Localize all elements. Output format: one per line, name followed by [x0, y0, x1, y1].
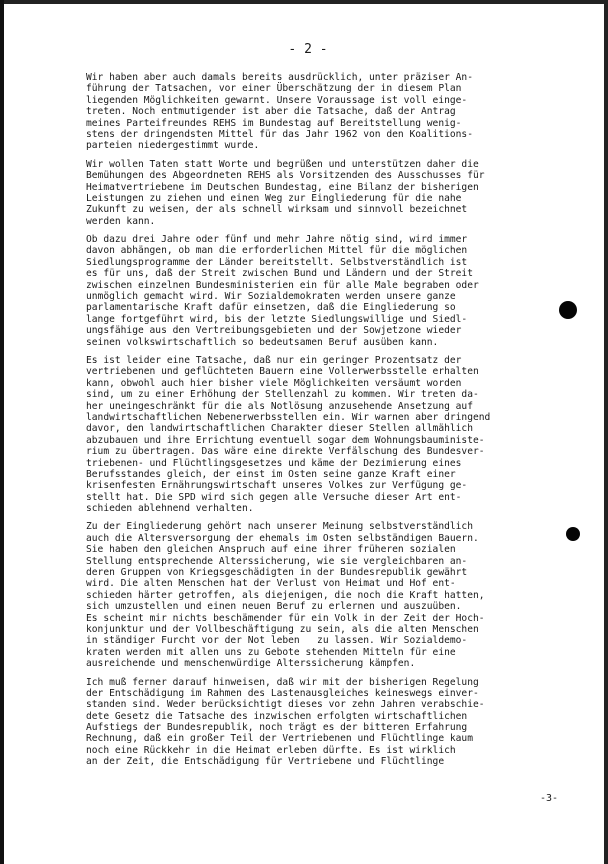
text-line: in ständiger Furcht vor der Not leben zu lassen. Wir Sozialdemo- — [86, 635, 468, 647]
paragraph — [86, 159, 562, 227]
text-line: Zu der Eingliederung gehört nach unserer Meinung selbstverständlich — [86, 521, 473, 533]
text-line: dete Gesetz die Tatsache des inzwischen erfolgten wirtschaftlichen — [86, 710, 468, 722]
text-line: parlamentarische Kraft dafür einsetzen, daß die Eingliederung so — [86, 302, 456, 314]
text-line: sind, um zu einer Erhöhung der Stellenzahl zu kommen. Wir treten da- — [86, 389, 479, 401]
text-line: Wir wollen Taten statt Worte und begrüßen und unterstützen daher die — [86, 158, 479, 170]
text-line: Zukunft zu weisen, der als schnell wirksam und sinnvoll bezeichnet — [86, 204, 468, 216]
text-line: noch eine Rückkehr in die Heimat erleben dürfte. Es ist wirklich — [86, 744, 456, 756]
page-number: - 2 - — [288, 42, 328, 57]
text-line: Stellung entsprechende Alterssicherung, wie sie vergleichbaren an- — [86, 555, 468, 567]
text-line: stellt hat. Die SPD wird sich gegen alle Versuche dieser Art ent- — [86, 491, 462, 503]
paragraph — [86, 234, 562, 348]
text-line: standen sind. Weder berücksichtigt dieses vor zehn Jahren verabschie- — [86, 699, 485, 711]
text-line: davon abhängen, ob man die erforderlichen Mittel für die möglichen — [86, 245, 468, 257]
text-line: führung der Tatsachen, vor einer Überschätzung der in diesem Plan — [86, 83, 462, 95]
text-line: Bemühungen des Abgeordneten REHS als Vorsitzenden des Ausschusses für — [86, 170, 485, 182]
text-line: Ob dazu drei Jahre oder fünf und mehr Jahre nötig sind, wird immer — [86, 234, 468, 246]
text-line: stens der dringendsten Mittel für das Jahr 1962 von den Koalitions- — [86, 128, 473, 140]
paragraph — [86, 677, 562, 768]
text-line: lange fortgeführt wird, bis der letzte Siedlungswillige und Siedl- — [86, 313, 468, 325]
text-line: Sie haben den gleichen Anspruch auf eine ihrer früheren sozialen — [86, 544, 456, 556]
page-top-edge — [4, 0, 608, 4]
text-line: kraten werden mit allen uns zu Gebote stehenden Mitteln für eine — [86, 646, 456, 658]
paragraph — [86, 521, 562, 669]
text-line: zwischen einzelnen Bundesministerien ein für alle Male begraben oder — [86, 279, 479, 291]
text-line: seinen volkswirtschaftlich so bedeutsamen Beruf ausüben kann. — [86, 336, 439, 348]
text-line: ausreichende und menschenwürdige Alterssicherung kämpfen. — [86, 658, 416, 670]
text-line: Ich muß ferner darauf hinweisen, daß wir mit der bisherigen Regelung — [86, 676, 479, 688]
text-line: konjunktur und der Vollbeschäftigung zu sein, als die alten Menschen — [86, 623, 479, 635]
text-line: Es scheint mir nichts beschämender für ein Volk in der Zeit der Hoch- — [86, 612, 485, 624]
text-line: vertriebenen und geflüchteten Bauern eine Vollerwerbsstelle erhalten — [86, 366, 479, 378]
text-line: liegenden Möglichkeiten gewarnt. Unsere Voraussage ist voll einge- — [86, 94, 468, 106]
text-line: treten. Noch entmutigender ist aber die Tatsache, daß der Antrag — [86, 106, 456, 118]
text-line: schieden härter getroffen, als diejenigen, die noch die Kraft hatten, — [86, 589, 485, 601]
next-page-marker: -3- — [540, 793, 559, 804]
text-line: auch die Altersversorgung der ehemals im Osten selbständigen Bauern. — [86, 532, 479, 544]
paragraph — [86, 355, 562, 514]
text-line: parteien niedergestimmt wurde. — [86, 140, 260, 152]
text-line: abzubauen und ihre Errichtung eventuell sogar dem Wohnungsbauministe- — [86, 434, 485, 446]
punch-hole-mark — [566, 527, 580, 541]
text-line: Leistungen zu ziehen und einen Weg zur Eingliederung für die nahe — [86, 192, 462, 204]
text-line: landwirtschaftlichen Nebenerwerbsstellen ein. Wir warnen aber dringend — [86, 411, 491, 423]
text-line: rium zu übertragen. Das wäre eine direkte Verfälschung des Bundesver- — [86, 446, 485, 458]
text-line: unmöglich gemacht wird. Wir Sozialdemokraten werden unsere ganze — [86, 291, 456, 303]
text-line: Berufsstandes gleich, der einst im Osten seine ganze Kraft einer — [86, 468, 456, 480]
text-line: krisenfesten Ernährungswirtschaft unseres Volkes zur Verfügung ge- — [86, 480, 468, 492]
text-line: wird. Die alten Menschen hat der Verlust von Heimat und Hof ent- — [86, 578, 456, 590]
text-line: triebenen- und Flüchtlingsgesetzes und käme der Dezimierung eines — [86, 457, 462, 469]
text-line: an der Zeit, die Entschädigung für Vertriebene und Flüchtlinge — [86, 756, 445, 768]
text-line: der Entschädigung im Rahmen des Lastenausgleiches keineswegs einver- — [86, 687, 479, 699]
body-text — [86, 72, 562, 775]
text-line: davor, den landwirtschaftlichen Charakter dieser Stellen allmählich — [86, 423, 473, 435]
text-line: sich umzustellen und einen neuen Beruf zu erlernen und auszuüben. — [86, 601, 462, 613]
text-line: Aufstiegs der Bundesrepublik, noch trägt es der bitteren Erfahrung — [86, 722, 468, 734]
text-line: Rechnung, daß ein großer Teil der Vertriebenen und Flüchtlinge kaum — [86, 733, 473, 745]
text-line: Wir haben aber auch damals bereits ausdrücklich, unter präziser An- — [86, 72, 473, 83]
text-line: es für uns, daß der Streit zwischen Bund und Ländern und der Streit — [86, 268, 473, 280]
paragraph — [86, 72, 562, 152]
text-line: werden kann. — [86, 215, 156, 227]
text-line: ungsfähige aus den Vertreibungsgebieten und der Sowjetzone wieder — [86, 325, 462, 337]
text-line: kann, obwohl auch hier bisher viele Möglichkeiten versäumt worden — [86, 377, 462, 389]
text-line: Heimatvertriebene im Deutschen Bundestag, eine Bilanz der bisherigen — [86, 181, 479, 193]
punch-hole-mark — [559, 301, 577, 319]
text-line: deren Gruppen von Kriegsgeschädigten in der Bundesrepublik gewährt — [86, 567, 468, 579]
text-line: meines Parteifreundes REHS im Bundestag auf Bereitstellung wenig- — [86, 117, 462, 129]
text-line: her uneingeschränkt für die als Notlösung anzusehende Ansetzung auf — [86, 400, 473, 412]
text-line: Es ist leider eine Tatsache, daß nur ein geringer Prozentsatz der — [86, 354, 462, 366]
text-line: schieden ablehnend verhalten. — [86, 503, 254, 515]
text-line: Siedlungsprogramme der Länder bereitstellt. Selbstverständlich ist — [86, 256, 468, 268]
